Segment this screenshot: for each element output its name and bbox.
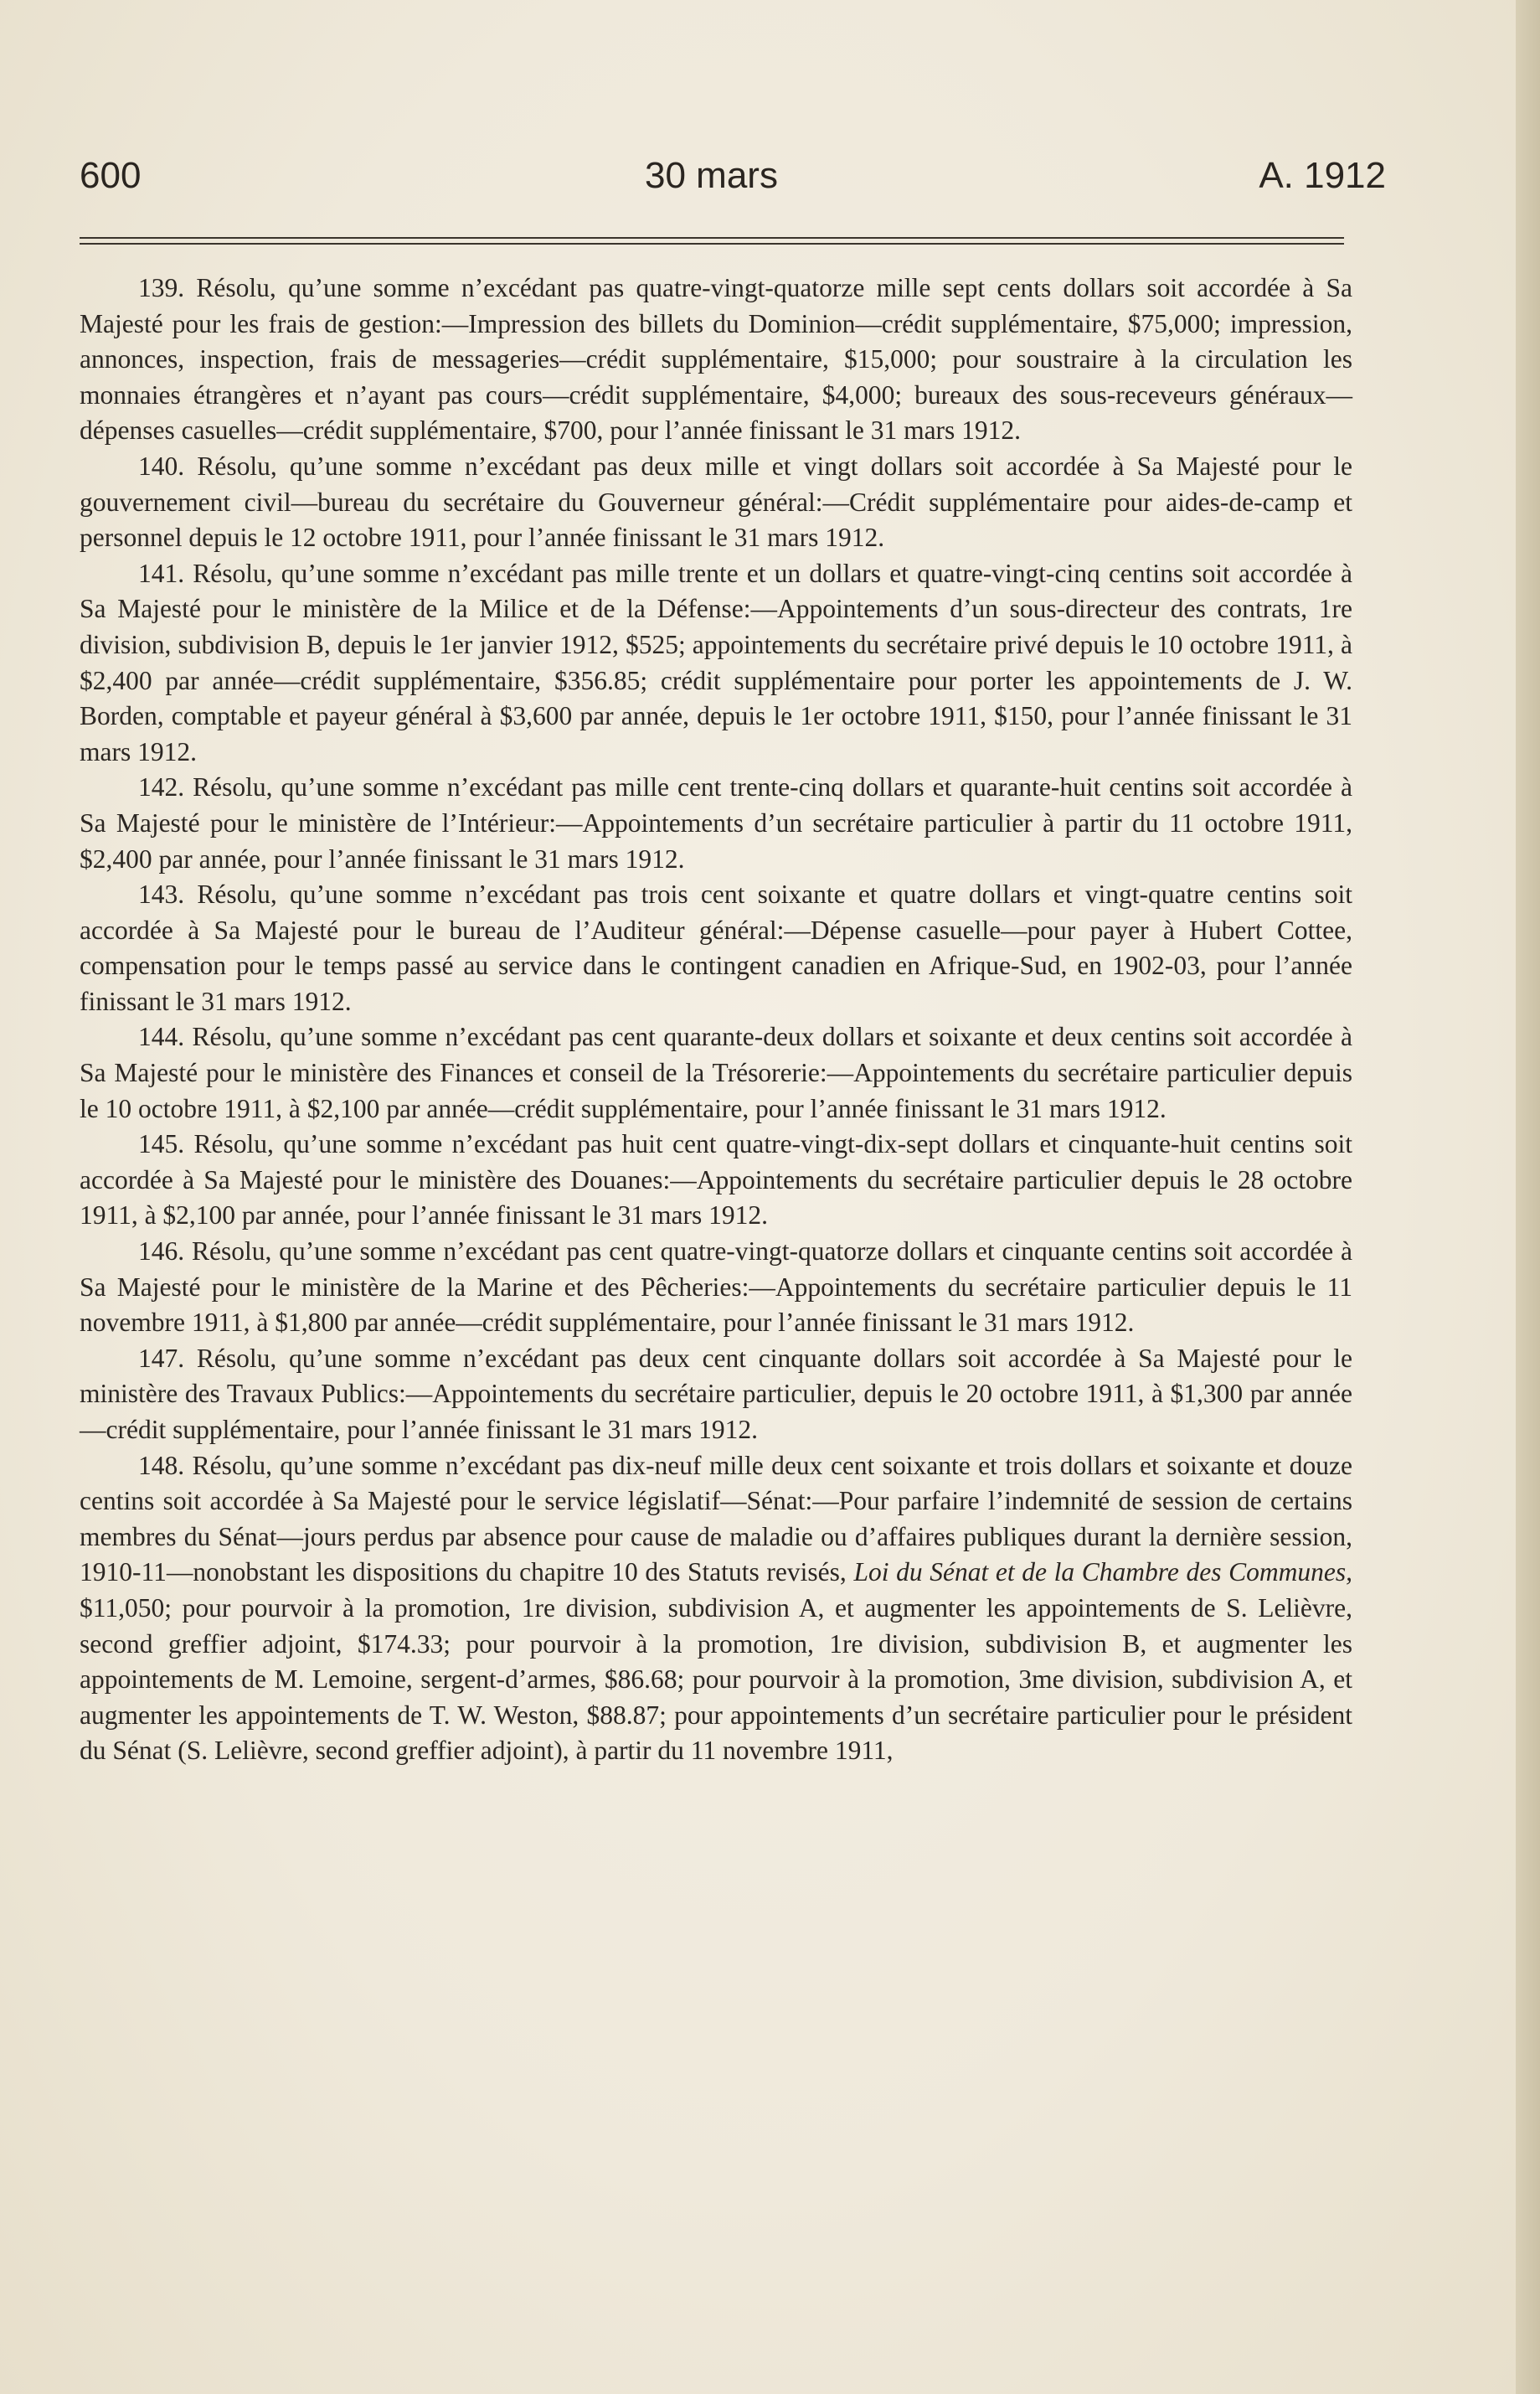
header-date: 30 mars	[645, 155, 778, 196]
header-year: A. 1912	[1259, 155, 1386, 196]
header-rule-top	[80, 237, 1344, 239]
page-number: 600	[80, 155, 142, 196]
resolution-147: 147. Résolu, qu’une somme n’excédant pas deux cent cinquante dollars soit accordée à Sa Majesté pour le ministère des Travaux Publics:—Appointements du secrétaire particulier, depuis le 20 octobre 1911, à $1,300 par année—crédit supplémentaire, pour l’année finissant le 31 mars 1912.	[80, 1343, 1352, 1444]
resolution-144: 144. Résolu, qu’une somme n’excédant pas cent quarante-deux dollars et soixante et deux centins soit accordée à Sa Majesté pour le ministère des Finances et conseil de la Trésorerie:—Appointements du secrétaire particulier depuis le 10 octobre 1911, à $2,100 par année—crédit supplémentaire, pour l’année finissant le 31 mars 1912.	[80, 1022, 1352, 1123]
statute-title: Loi du Sénat et de la Chambre des Communes,	[853, 1557, 1353, 1587]
resolution-148-text-before: 148. Résolu, qu’une somme n’excédant pas dix-neuf mille deux cent soixante et trois dollars et soixante et douze centins soit accordée à Sa Majesté pour le service législatif—Sénat:—Pour parfaire l’indemnité de session de certains membres du Sénat—jours perdus par absence pour cause de maladie ou d’affaires publiques durant la dernière session, 1910-11—nonobstant les dispositions du chapitre 10 des Statuts revisés,	[80, 1450, 1352, 1587]
resolution-140: 140. Résolu, qu’une somme n’excédant pas deux mille et vingt dollars soit accordée à Sa Majesté pour le gouvernement civil—bureau du secrétaire du Gouverneur général:—Crédit supplémentaire pour aides-de-camp et personnel depuis le 12 octobre 1911, pour l’année finissant le 31 mars 1912.	[80, 451, 1352, 553]
resolution-142: 142. Résolu, qu’une somme n’excédant pas mille cent trente-cinq dollars et quarante-huit centins soit accordée à Sa Majesté pour le ministère de l’Intérieur:—Appointements d’un secrétaire particulier à partir du 11 octobre 1911, $2,400 par année, pour l’année finissant le 31 mars 1912.	[80, 772, 1352, 874]
page-edge	[1516, 0, 1540, 2394]
resolution-139: 139. Résolu, qu’une somme n’excédant pas quatre-vingt-quatorze mille sept cents dollars soit accordée à Sa Majesté pour les frais de gestion:—Impression des billets du Dominion—crédit supplémentaire, $75,000; impression, annonces, inspection, frais de messageries—crédit supplémentaire, $15,000; pour soustraire à la circulation les monnaies étrangères et n’ayant pas cours—crédit supplémentaire, $4,000; bureaux des sous-receveurs généraux—dépenses casuelles—crédit supplémentaire, $700, pour l’année finissant le 31 mars 1912.	[80, 273, 1352, 446]
document-body	[80, 271, 1352, 1769]
resolution-143: 143. Résolu, qu’une somme n’excédant pas trois cent soixante et quatre dollars et vingt-quatre centins soit accordée à Sa Majesté pour le bureau de l’Auditeur général:—Dépense casuelle—pour payer à Hubert Cottee, compensation pour le temps passé au service dans le contingent canadien en Afrique-Sud, en 1902-03, pour l’année finissant le 31 mars 1912.	[80, 880, 1352, 1016]
resolution-145: 145. Résolu, qu’une somme n’excédant pas huit cent quatre-vingt-dix-sept dollars et cinquante-huit centins soit accordée à Sa Majesté pour le ministère des Douanes:—Appointements du secrétaire particulier depuis le 28 octobre 1911, à $2,100 par année, pour l’année finissant le 31 mars 1912.	[80, 1129, 1352, 1231]
page-header	[80, 155, 1386, 205]
resolution-148-text-after: $11,050; pour pourvoir à la promotion, 1re division, subdivision A, et augmenter les appointements de S. Lelièvre, second greffier adjoint, $174.33; pour pourvoir à la promotion, 1re division, subdivision B, et augmenter les appointements de M. Lemoine, sergent-d’armes, $86.68; pour pourvoir à la promotion, 3me division, subdivision A, et augmenter les appointements de T. W. Weston, $88.87; pour appointements d’un secrétaire particulier pour le président du Sénat (S. Lelièvre, second greffier adjoint), à partir du 11 novembre 1911,	[80, 1592, 1352, 1766]
resolution-146: 146. Résolu, qu’une somme n’excédant pas cent quatre-vingt-quatorze dollars et cinquante centins soit accordée à Sa Majesté pour le ministère de la Marine et des Pêcheries:—Appointements du secrétaire particulier depuis le 11 novembre 1911, à $1,800 par année—crédit supplémentaire, pour l’année finissant le 31 mars 1912.	[80, 1236, 1352, 1338]
header-rule-bottom	[80, 243, 1344, 245]
resolution-148	[80, 1448, 1352, 1769]
resolution-141: 141. Résolu, qu’une somme n’excédant pas mille trente et un dollars et quatre-vingt-cinq centins soit accordée à Sa Majesté pour le ministère de la Milice et de la Défense:—Appointements d’un sous-directeur des contrats, 1re division, subdivision B, depuis le 1er janvier 1912, $525; appointements du secrétaire privé depuis le 10 octobre 1911, à $2,400 par année—crédit supplémentaire, $356.85; crédit supplémentaire pour porter les appointements de J. W. Borden, comptable et payeur général à $3,600 par année, depuis le 1er octobre 1911, $150, pour l’année finissant le 31 mars 1912.	[80, 558, 1352, 766]
